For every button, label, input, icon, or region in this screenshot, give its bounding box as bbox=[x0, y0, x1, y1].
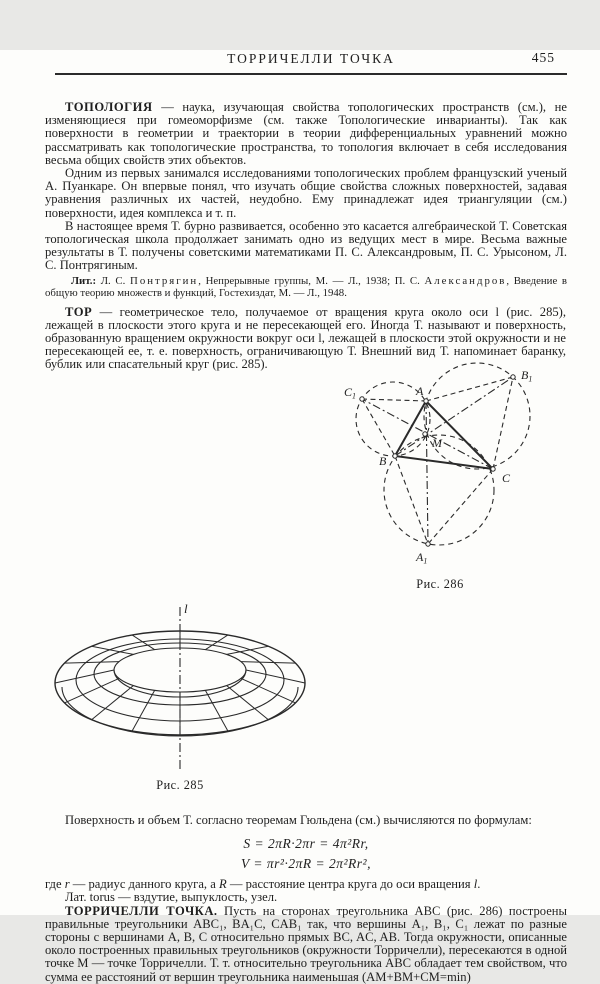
radius-var-r: r bbox=[64, 877, 70, 892]
vertex-label-a: A bbox=[416, 383, 424, 398]
vertex-label-c: C bbox=[502, 470, 511, 485]
figure-285 bbox=[45, 601, 315, 792]
vertex-label-b1: $B_1$ bbox=[521, 367, 533, 384]
tor-section bbox=[45, 306, 567, 792]
page-number: 455 bbox=[531, 50, 555, 65]
vertex-label-b: B bbox=[379, 453, 387, 468]
torus-diagram bbox=[45, 601, 315, 775]
tor-text: — геометрическое тело, получаемое от вращения круга около оси l (рис. 285), лежащей в плоскости этого круга и не пересекающей его. Иногда Т. называют и поверхность, образованную вращением окружности вокруг оси l, лежащей в плоскости этой окружности и не пересекающей ее, т. е. поверхность, ограничивающую Т. Внешний вид Т. напоминает баранку, бублик или спасательный круг (рис. 285). bbox=[45, 304, 566, 372]
radius-run-2: — радиус данного круга, а bbox=[69, 877, 219, 892]
literature-run-2: , Непрерывные группы, М. — Л., 1938; П. С. bbox=[198, 274, 425, 287]
cevian-b-b1 bbox=[395, 377, 513, 456]
radius-var-l: l bbox=[473, 877, 478, 892]
torricelli-term: ТОРРИЧЕЛЛИ ТОЧКА. bbox=[65, 903, 218, 918]
radius-run-1: где bbox=[45, 877, 65, 892]
formula-surface: S = 2πR·2πr = 4π²Rr, bbox=[243, 836, 369, 852]
equilateral-acb1-sides bbox=[426, 377, 513, 469]
page-header bbox=[55, 50, 567, 75]
literature-run-1: Л. С. bbox=[96, 274, 131, 287]
cevian-a-a1 bbox=[426, 401, 428, 544]
topology-paragraph-2: Одним из первых занимался исследованиями топологических проблем французский ученый А. Пуанкаре. Он впервые понял, что изучать общие свойства сложных поверхностей, задавая уравнения различных их частей, неудобно. Ему принадлежат идея триангуляции (см.) поверхности, идея комплекса и т. п. bbox=[45, 166, 567, 220]
point-marker-m bbox=[423, 431, 427, 435]
vertex-marker-a bbox=[424, 398, 428, 402]
torricelli-text: Пусть на сторонах треугольника ABC (рис. 286) построены правильные треугольники ABC₁, BA₁C, CAB₁ так, что вершины A₁, B₁, C₁ лежат по разные стороны с вершинами A, B, C относительно прямых BC, AC, AB. Тогда окружности, описанные около построенных правильных треугольников (окружности Торричелли), пересекаются в одной точке M — точке Торричелли. Т. т. относительно треугольника ABC обладает тем свойством, что сумма ее расстояний от вершин треугольника наименьшая (AM+BM+CM=min) bbox=[45, 903, 567, 984]
vertex-label-c1: $C_1$ bbox=[344, 384, 357, 401]
fig285-caption: Рис. 285 bbox=[156, 777, 204, 792]
vertex-marker-b bbox=[393, 453, 397, 457]
literature-label: Лит.: bbox=[71, 274, 97, 287]
topology-paragraph-3: В настоящее время Т. бурно развивается, особенно это касается алгебраической Т. Советская топологическая школа продолжает занимать одно из ведущих мест в мире. Весьма важные результаты в Т. получены советскими математиками П. С. Александровым, П. С. Урысоном, Л. С. Понтрягиным. bbox=[45, 218, 567, 273]
tor-term: ТОР bbox=[65, 304, 93, 319]
literature-author-2: Александров bbox=[424, 274, 507, 287]
literature-note bbox=[45, 275, 567, 299]
radius-var-R: R bbox=[218, 877, 227, 892]
formula-volume: V = πr²·2πR = 2π²Rr², bbox=[241, 856, 371, 872]
formulas-block bbox=[45, 834, 567, 874]
vertex-marker-c1 bbox=[360, 396, 364, 400]
vertex-marker-a1 bbox=[426, 541, 430, 545]
radius-run-3: — расстояние центра круга до оси вращения bbox=[226, 877, 474, 892]
torricelli-point-diagram bbox=[313, 359, 567, 574]
fig286-caption: Рис. 286 bbox=[416, 576, 464, 591]
torricelli-paragraph bbox=[45, 905, 567, 984]
torricelli-circle-bca1 bbox=[384, 435, 494, 545]
figure-286 bbox=[313, 359, 567, 591]
point-label-m: M bbox=[432, 435, 442, 450]
latin-note: Лат. torus — вздутие, выпуклость, узел. bbox=[65, 890, 278, 905]
running-title: ТОРРИЧЕЛЛИ ТОЧКА bbox=[227, 51, 395, 66]
topology-paragraph-1 bbox=[45, 101, 567, 167]
topology-term: ТОПОЛОГИЯ bbox=[65, 100, 153, 114]
scanned-book-page bbox=[0, 50, 600, 984]
vertex-marker-b1 bbox=[511, 374, 515, 378]
gulden-paragraph: Поверхность и объем Т. согласно теоремам Гюльдена (см.) вычисляются по формулам: bbox=[65, 813, 532, 828]
radius-run-4: . bbox=[477, 877, 481, 892]
vertex-marker-c bbox=[491, 466, 495, 470]
vertex-label-a1: $A_1$ bbox=[416, 549, 428, 566]
float-spacer bbox=[566, 306, 567, 359]
page-body bbox=[45, 101, 567, 984]
axis-label: l bbox=[184, 600, 188, 616]
topology-intro-text: — наука, изучающая свойства топологических пространств (см.), не изменяющиеся при гомеоморфизме (см. также Топологические инварианты). Так как поверхности в геометрии и траектории в теории дифференциальных уравнений можно рассматривать как топологические пространства, то топология включает в себя исследования весьма общих свойств этих объектов. bbox=[45, 100, 567, 167]
literature-author-1: Понтрягин bbox=[130, 274, 199, 287]
literature-run-3: , Введение в общую теорию множеств и функций, Гостехиздат, М. — Л., 1948. bbox=[45, 274, 568, 299]
